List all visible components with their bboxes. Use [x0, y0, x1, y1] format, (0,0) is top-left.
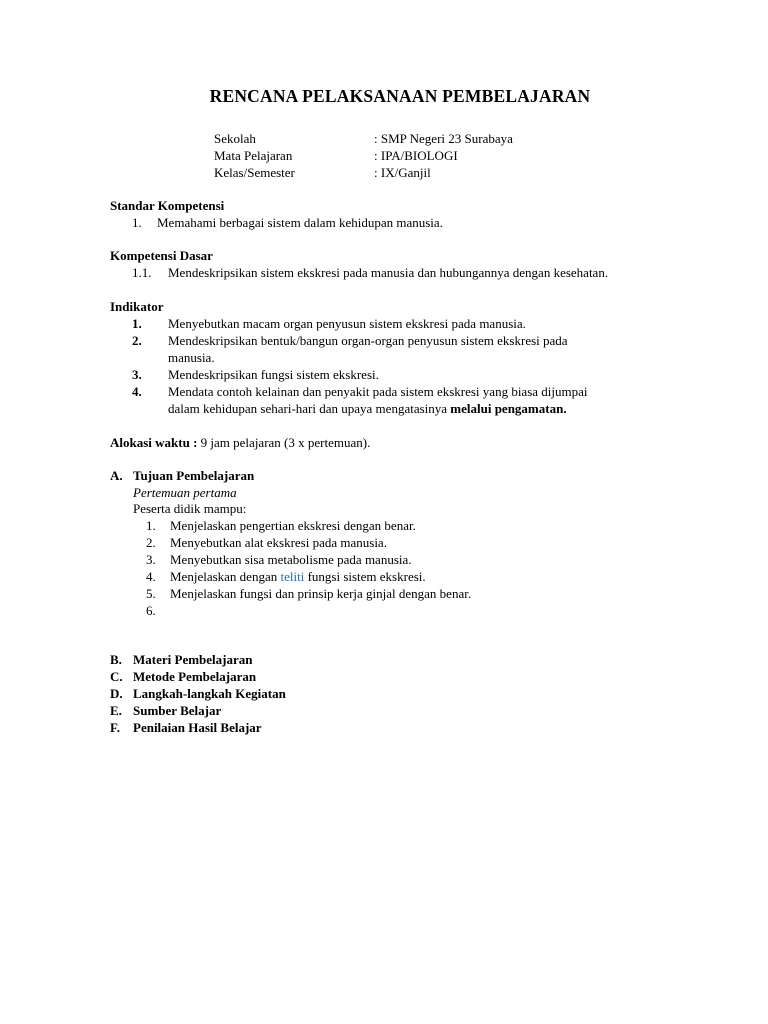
tujuan-number: 3. — [146, 552, 156, 567]
sk-heading: Standar Kompetensi — [110, 198, 225, 213]
indikator-heading: Indikator — [110, 299, 164, 314]
section-letter: C. — [110, 669, 123, 684]
alokasi-waktu — [110, 434, 370, 451]
document-title: RENCANA PELAKSANAAN PEMBELAJARAN — [209, 86, 591, 106]
info-label-sekolah: Sekolah — [214, 131, 256, 146]
tujuan-number: 1. — [146, 518, 156, 533]
teliti-link[interactable]: teliti — [280, 569, 305, 584]
kd-number: 1.1. — [132, 265, 152, 280]
indikator-number: 3. — [132, 367, 142, 382]
indikator-bold-tail: melalui pengamatan. — [450, 401, 567, 416]
section-letter: A. — [110, 468, 123, 483]
tujuan-number: 4. — [146, 569, 156, 584]
info-label-mapel: Mata Pelajaran — [214, 148, 293, 163]
indikator-number: 4. — [132, 384, 142, 399]
sk-number: 1. — [132, 215, 142, 230]
section-heading-metode: Metode Pembelajaran — [133, 669, 257, 684]
tujuan-number: 6. — [146, 603, 156, 618]
section-heading-langkah: Langkah-langkah Kegiatan — [133, 686, 286, 701]
section-heading-penilaian: Penilaian Hasil Belajar — [133, 720, 262, 735]
indikator-number: 2. — [132, 333, 142, 348]
tujuan-item-part: Menjelaskan dengan — [170, 569, 281, 584]
indikator-text: Mendata contoh kelainan dan penyakit pada sistem ekskresi yang biasa dijumpai — [168, 384, 588, 399]
indikator-text-part: dalam kehidupan sehari-hari dan upaya mengatasinya — [168, 401, 451, 416]
tujuan-item: Menyebutkan alat ekskresi pada manusia. — [170, 535, 387, 550]
section-heading-sumber: Sumber Belajar — [133, 703, 222, 718]
section-letter: B. — [110, 652, 122, 667]
tujuan-item — [170, 568, 426, 585]
indikator-text — [168, 400, 567, 417]
indikator-text: Mendeskripsikan fungsi sistem ekskresi. — [168, 367, 379, 382]
sk-text: Memahami berbagai sistem dalam kehidupan manusia. — [157, 215, 443, 230]
tujuan-item: Menjelaskan pengertian ekskresi dengan benar. — [170, 518, 416, 533]
info-value-sekolah: : SMP Negeri 23 Surabaya — [374, 131, 513, 146]
alokasi-label: Alokasi waktu : — [110, 435, 198, 450]
tujuan-intro: Peserta didik mampu: — [133, 501, 247, 516]
tujuan-subheading: Pertemuan pertama — [133, 485, 237, 500]
section-letter: F. — [110, 720, 120, 735]
info-label-kelas: Kelas/Semester — [214, 165, 295, 180]
tujuan-heading: Tujuan Pembelajaran — [133, 468, 255, 483]
tujuan-number: 5. — [146, 586, 156, 601]
indikator-number: 1. — [132, 316, 142, 331]
indikator-text: manusia. — [168, 350, 215, 365]
tujuan-item-part: fungsi sistem ekskresi. — [304, 569, 426, 584]
alokasi-value: 9 jam pelajaran (3 x pertemuan). — [197, 435, 371, 450]
tujuan-item: Menyebutkan sisa metabolisme pada manusia. — [170, 552, 412, 567]
tujuan-item: Menjelaskan fungsi dan prinsip kerja ginjal dengan benar. — [170, 586, 472, 601]
info-value-mapel: : IPA/BIOLOGI — [374, 148, 458, 163]
tujuan-number: 2. — [146, 535, 156, 550]
kd-text: Mendeskripsikan sistem ekskresi pada manusia dan hubungannya dengan kesehatan. — [168, 265, 609, 280]
section-heading-materi: Materi Pembelajaran — [133, 652, 253, 667]
indikator-text: Mendeskripsikan bentuk/bangun organ-organ penyusun sistem ekskresi pada — [168, 333, 568, 348]
section-letter: E. — [110, 703, 122, 718]
indikator-text: Menyebutkan macam organ penyusun sistem ekskresi pada manusia. — [168, 316, 526, 331]
kd-heading: Kompetensi Dasar — [110, 248, 213, 263]
section-letter: D. — [110, 686, 123, 701]
info-value-kelas: : IX/Ganjil — [374, 165, 431, 180]
